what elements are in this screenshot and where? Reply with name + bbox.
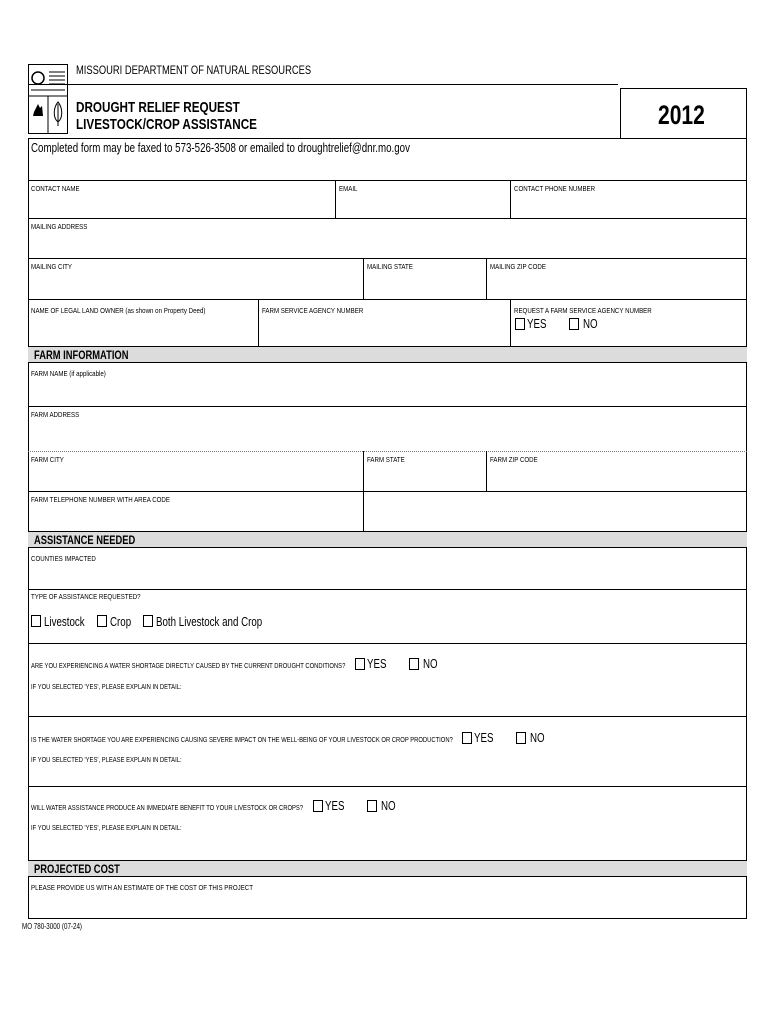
mailing-state-label: MAILING STATE [367, 262, 413, 271]
farm-info-section-header: FARM INFORMATION [28, 346, 747, 363]
cost-estimate-input[interactable] [29, 893, 746, 918]
legal-owner-input[interactable] [29, 317, 257, 345]
q1-explain-input[interactable] [29, 692, 746, 715]
dnr-logo-icon [28, 64, 68, 134]
request-fsa-label: REQUEST A FARM SERVICE AGENCY NUMBER [514, 306, 652, 315]
livestock-label: Livestock [44, 615, 85, 629]
projected-cost-section-header: PROJECTED COST [28, 860, 747, 877]
request-fsa-yes-label: YES [527, 317, 547, 331]
q3-yes-checkbox[interactable] [313, 800, 323, 812]
farm-zip-label: FARM ZIP CODE [490, 455, 538, 464]
mailing-zip-label: MAILING ZIP CODE [490, 262, 546, 271]
counties-label: COUNTIES IMPACTED [31, 554, 96, 563]
both-label: Both Livestock and Crop [156, 615, 263, 629]
q1-yes-label: YES [367, 657, 387, 671]
q2-no-label: NO [530, 731, 545, 745]
cost-estimate-label: PLEASE PROVIDE US WITH AN ESTIMATE OF THE COST OF THIS PROJECT [31, 883, 254, 892]
q3-no-checkbox[interactable] [367, 800, 377, 812]
q2-yes-label: YES [474, 731, 494, 745]
q2-yes-checkbox[interactable] [462, 732, 472, 744]
question-2: IS THE WATER SHORTAGE YOU ARE EXPERIENCING CAUSING SEVERE IMPACT ON THE WELL-BEING OF YOUR LIVESTOCK OR CROP PRODUCTION? [31, 735, 453, 744]
crop-label: Crop [110, 615, 132, 629]
farm-address-label: FARM ADDRESS [31, 410, 80, 419]
farm-name-label: FARM NAME (if applicable) [31, 369, 106, 378]
q1-no-label: NO [423, 657, 438, 671]
email-label: EMAIL [339, 184, 358, 193]
farm-phone-input[interactable] [29, 505, 362, 530]
farm-state-input[interactable] [364, 465, 485, 490]
form-title: DROUGHT RELIEF REQUEST LIVESTOCK/CROP ASSISTANCE [76, 99, 257, 133]
farm-phone-label: FARM TELEPHONE NUMBER WITH AREA CODE [31, 495, 170, 504]
instructions: Completed form may be faxed to 573-526-3508 or emailed to droughtrelief@dnr.mo.gov [31, 141, 410, 155]
q3-yes-label: YES [325, 799, 345, 813]
fsa-number-input[interactable] [259, 317, 509, 345]
farm-state-label: FARM STATE [367, 455, 405, 464]
question-3: WILL WATER ASSISTANCE PRODUCE AN IMMEDIATE BENEFIT TO YOUR LIVESTOCK OR CROPS? [31, 803, 304, 812]
mailing-city-label: MAILING CITY [31, 262, 73, 271]
question-1: ARE YOU EXPERIENCING A WATER SHORTAGE DIRECTLY CAUSED BY THE CURRENT DROUGHT CONDITIONS? [31, 661, 346, 670]
counties-input[interactable] [29, 564, 746, 588]
farm-city-input[interactable] [29, 465, 362, 490]
both-checkbox[interactable] [143, 615, 153, 627]
q1-no-checkbox[interactable] [409, 658, 419, 670]
q3-explain-label: IF YOU SELECTED 'YES', PLEASE EXPLAIN IN DETAIL: [31, 823, 182, 832]
q1-explain-label: IF YOU SELECTED 'YES', PLEASE EXPLAIN IN DETAIL: [31, 682, 182, 691]
form-number: MO 780-3000 (07-24) [22, 922, 83, 931]
livestock-checkbox[interactable] [31, 615, 41, 627]
q3-explain-input[interactable] [29, 833, 746, 859]
farm-zip-input[interactable] [487, 465, 746, 490]
mailing-zip-input[interactable] [487, 272, 746, 298]
legal-owner-label: NAME OF LEGAL LAND OWNER (as shown on Property Deed) [31, 306, 206, 315]
mailing-city-input[interactable] [29, 272, 362, 298]
dnr-logo [28, 64, 68, 134]
fsa-number-label: FARM SERVICE AGENCY NUMBER [262, 306, 364, 315]
contact-phone-label: CONTACT PHONE NUMBER [514, 184, 596, 193]
q2-explain-input[interactable] [29, 765, 746, 785]
farm-address-input[interactable] [29, 420, 746, 450]
crop-checkbox[interactable] [97, 615, 107, 627]
q2-explain-label: IF YOU SELECTED 'YES', PLEASE EXPLAIN IN DETAIL: [31, 755, 182, 764]
request-fsa-yes-checkbox[interactable] [515, 318, 525, 330]
department-name: MISSOURI DEPARTMENT OF NATURAL RESOURCES [76, 63, 312, 77]
type-assistance-label: TYPE OF ASSISTANCE REQUESTED? [31, 592, 141, 601]
q3-no-label: NO [381, 799, 396, 813]
mailing-address-input[interactable] [29, 232, 746, 257]
assistance-section-header: ASSISTANCE NEEDED [28, 531, 747, 548]
farm-name-input[interactable] [29, 379, 746, 405]
mailing-state-input[interactable] [364, 272, 485, 298]
request-fsa-no-checkbox[interactable] [569, 318, 579, 330]
q2-no-checkbox[interactable] [516, 732, 526, 744]
contact-phone-input[interactable] [511, 194, 746, 217]
form-year: 2012 [658, 100, 705, 130]
contact-name-input[interactable] [29, 194, 334, 217]
q1-yes-checkbox[interactable] [355, 658, 365, 670]
farm-city-label: FARM CITY [31, 455, 64, 464]
mailing-address-label: MAILING ADDRESS [31, 222, 88, 231]
request-fsa-no-label: NO [583, 317, 598, 331]
contact-name-label: CONTACT NAME [31, 184, 80, 193]
email-input[interactable] [336, 194, 509, 217]
